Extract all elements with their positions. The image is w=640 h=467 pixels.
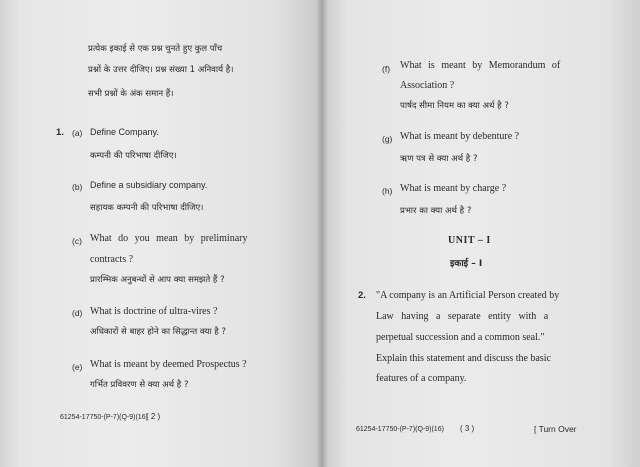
q2-line-2: Law having a separate entity with a [376, 311, 549, 322]
q1g-label: (g) [382, 134, 393, 144]
question-2-number: 2. [358, 290, 366, 301]
q1h-label: (h) [382, 186, 393, 196]
q1a-label: (a) [72, 128, 83, 138]
q1d-text-hi: अधिकारों से बाहर होने का सिद्धान्त क्या है ? [90, 327, 227, 337]
q1b-text-en: Define a subsidiary company. [90, 180, 208, 190]
q2-line-5: features of a company. [376, 373, 467, 384]
q1a-text-en: Define Company. [90, 127, 159, 137]
right-page-number: ( 3 ) [460, 424, 475, 433]
q1f-text-en-1: What is meant by Memorandum of [400, 60, 561, 71]
instruction-line-2: प्रश्नों के उत्तर दीजिए। प्रश्न संख्या 1 अनिवार्य है। [88, 65, 234, 75]
question-1-number: 1. [56, 127, 64, 138]
q2-line-4: Explain this statement and discuss the basic [376, 353, 551, 364]
q1c-label: (c) [72, 236, 82, 246]
q1d-text-en: What is doctrine of ultra-vires ? [90, 306, 218, 317]
q1g-text-en: What is meant by debenture ? [400, 131, 520, 142]
turn-over-label: [ Turn Over [534, 424, 577, 434]
right-page [322, 0, 640, 467]
q1f-text-en-2: Association ? [400, 80, 455, 91]
q1e-text-hi: गर्भित प्रविवरण से क्या अर्थ है ? [90, 380, 189, 390]
q2-line-1: "A company is an Artificial Person created by [376, 290, 560, 301]
left-page-number: ( 2 ) [146, 412, 161, 421]
right-footer-code: 61254-17750-(P-7)(Q-9)(16) [356, 426, 444, 433]
left-footer-code: 61254-17750-(P-7)(Q-9)(16) [60, 414, 148, 421]
q2-line-3: perpetual succession and a common seal." [376, 332, 545, 343]
q1c-text-hi: प्रारम्भिक अनुबन्धों से आप क्या समझते हैं ? [90, 275, 225, 285]
q1g-text-hi: ऋण पत्र से क्या अर्थ है ? [400, 154, 478, 164]
q1f-label: (f) [382, 64, 391, 74]
q1f-text-hi: पार्षद सीमा नियम का क्या अर्थ है ? [400, 101, 509, 111]
q1e-text-en: What is meant by deemed Prospectus ? [90, 359, 247, 370]
instruction-line-1: प्रत्येक इकाई से एक प्रश्न चुनते हुए कुल पाँच [88, 44, 223, 54]
q1b-text-hi: सहायक कम्पनी की परिभाषा दीजिए। [90, 203, 204, 213]
q1h-text-en: What is meant by charge ? [400, 183, 507, 194]
q1b-label: (b) [72, 182, 83, 192]
q1a-text-hi: कम्पनी की परिभाषा दीजिए। [90, 151, 177, 161]
unit-title-hi: इकाई – I [450, 259, 483, 269]
q1c-text-en-1: What do you mean by preliminary [90, 233, 248, 244]
q1h-text-hi: प्रभार का क्या अर्थ है ? [400, 206, 472, 216]
q1e-label: (e) [72, 362, 83, 372]
book-spine-shadow [316, 0, 328, 467]
instruction-line-3: सभी प्रश्नों के अंक समान हैं। [88, 89, 174, 99]
unit-title: UNIT – I [448, 235, 491, 246]
q1c-text-en-2: contracts ? [90, 254, 134, 265]
q1d-label: (d) [72, 308, 83, 318]
